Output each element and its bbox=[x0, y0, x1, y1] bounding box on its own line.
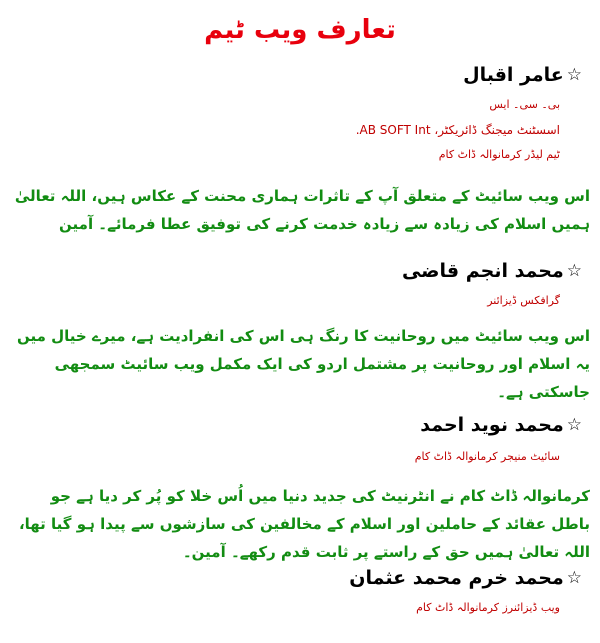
star-icon: ☆ bbox=[566, 65, 582, 85]
member-role-2: گرافکس ڈیزائنر bbox=[487, 294, 560, 307]
page-title: تعارف ویب ٹیم bbox=[204, 15, 396, 45]
member-role-3: سائیٹ منیجر کرمانوالہ ڈاٹ کام bbox=[414, 450, 560, 463]
member-name-1 bbox=[463, 62, 582, 88]
member-role-1c: ٹیم لیڈر کرمانوالہ ڈاٹ کام bbox=[438, 148, 560, 161]
member-role-1a: بی۔ سی۔ ایس bbox=[489, 98, 560, 111]
member-name-text: محمد خرم محمد عثمان bbox=[349, 567, 564, 589]
member-name-text: عامر اقبال bbox=[463, 64, 564, 86]
member-name-text: محمد نوید احمد bbox=[420, 414, 564, 436]
member-name-4 bbox=[349, 565, 582, 591]
star-icon: ☆ bbox=[566, 415, 582, 435]
star-icon: ☆ bbox=[566, 261, 582, 281]
member-paragraph-3: کرمانوالہ ڈاٹ کام نے انٹرنیٹ کی جدید دنیا میں اُس خلا کو پُر کر دیا ہے جو باطل عقائد کے حاملین اور اسلام کے مخالفین کی سازشوں سے پیدا ہو گیا تھا، اللہ تعالیٰ ہمیں حق کے راستے پر ثابت قدم رکھے۔ آمین۔ bbox=[18, 487, 590, 561]
member-role-4: ویب ڈیزائنرز کرمانوالہ ڈاٹ کام bbox=[416, 601, 560, 614]
member-paragraph-1: اس ویب سائیٹ کے متعلق آپ کے تاثرات ہماری محنت کے عکاس ہیں، اللہ تعالیٰ ہمیں اسلام کی زیادہ سے زیادہ خدمت کرنے کی توفیق عطا فرمائے۔ آمین bbox=[14, 187, 590, 233]
star-icon: ☆ bbox=[566, 568, 582, 588]
member-name-2 bbox=[402, 258, 582, 284]
member-paragraph-2: اس ویب سائیٹ میں روحانیت کا رنگ ہی اس کی انفرادیت ہے، میرے خیال میں یہ اسلام اور روحانیت پر مشتمل اردو کی ایک مکمل ویب سائیٹ سمجھی جاسکتی ہے۔ bbox=[17, 327, 590, 401]
member-name-3 bbox=[420, 412, 582, 438]
member-name-text: محمد انجم قاضی bbox=[401, 260, 564, 282]
member-role-1b: اسسٹنٹ میجنگ ڈائریکٹر، AB SOFT Int. bbox=[355, 123, 560, 137]
